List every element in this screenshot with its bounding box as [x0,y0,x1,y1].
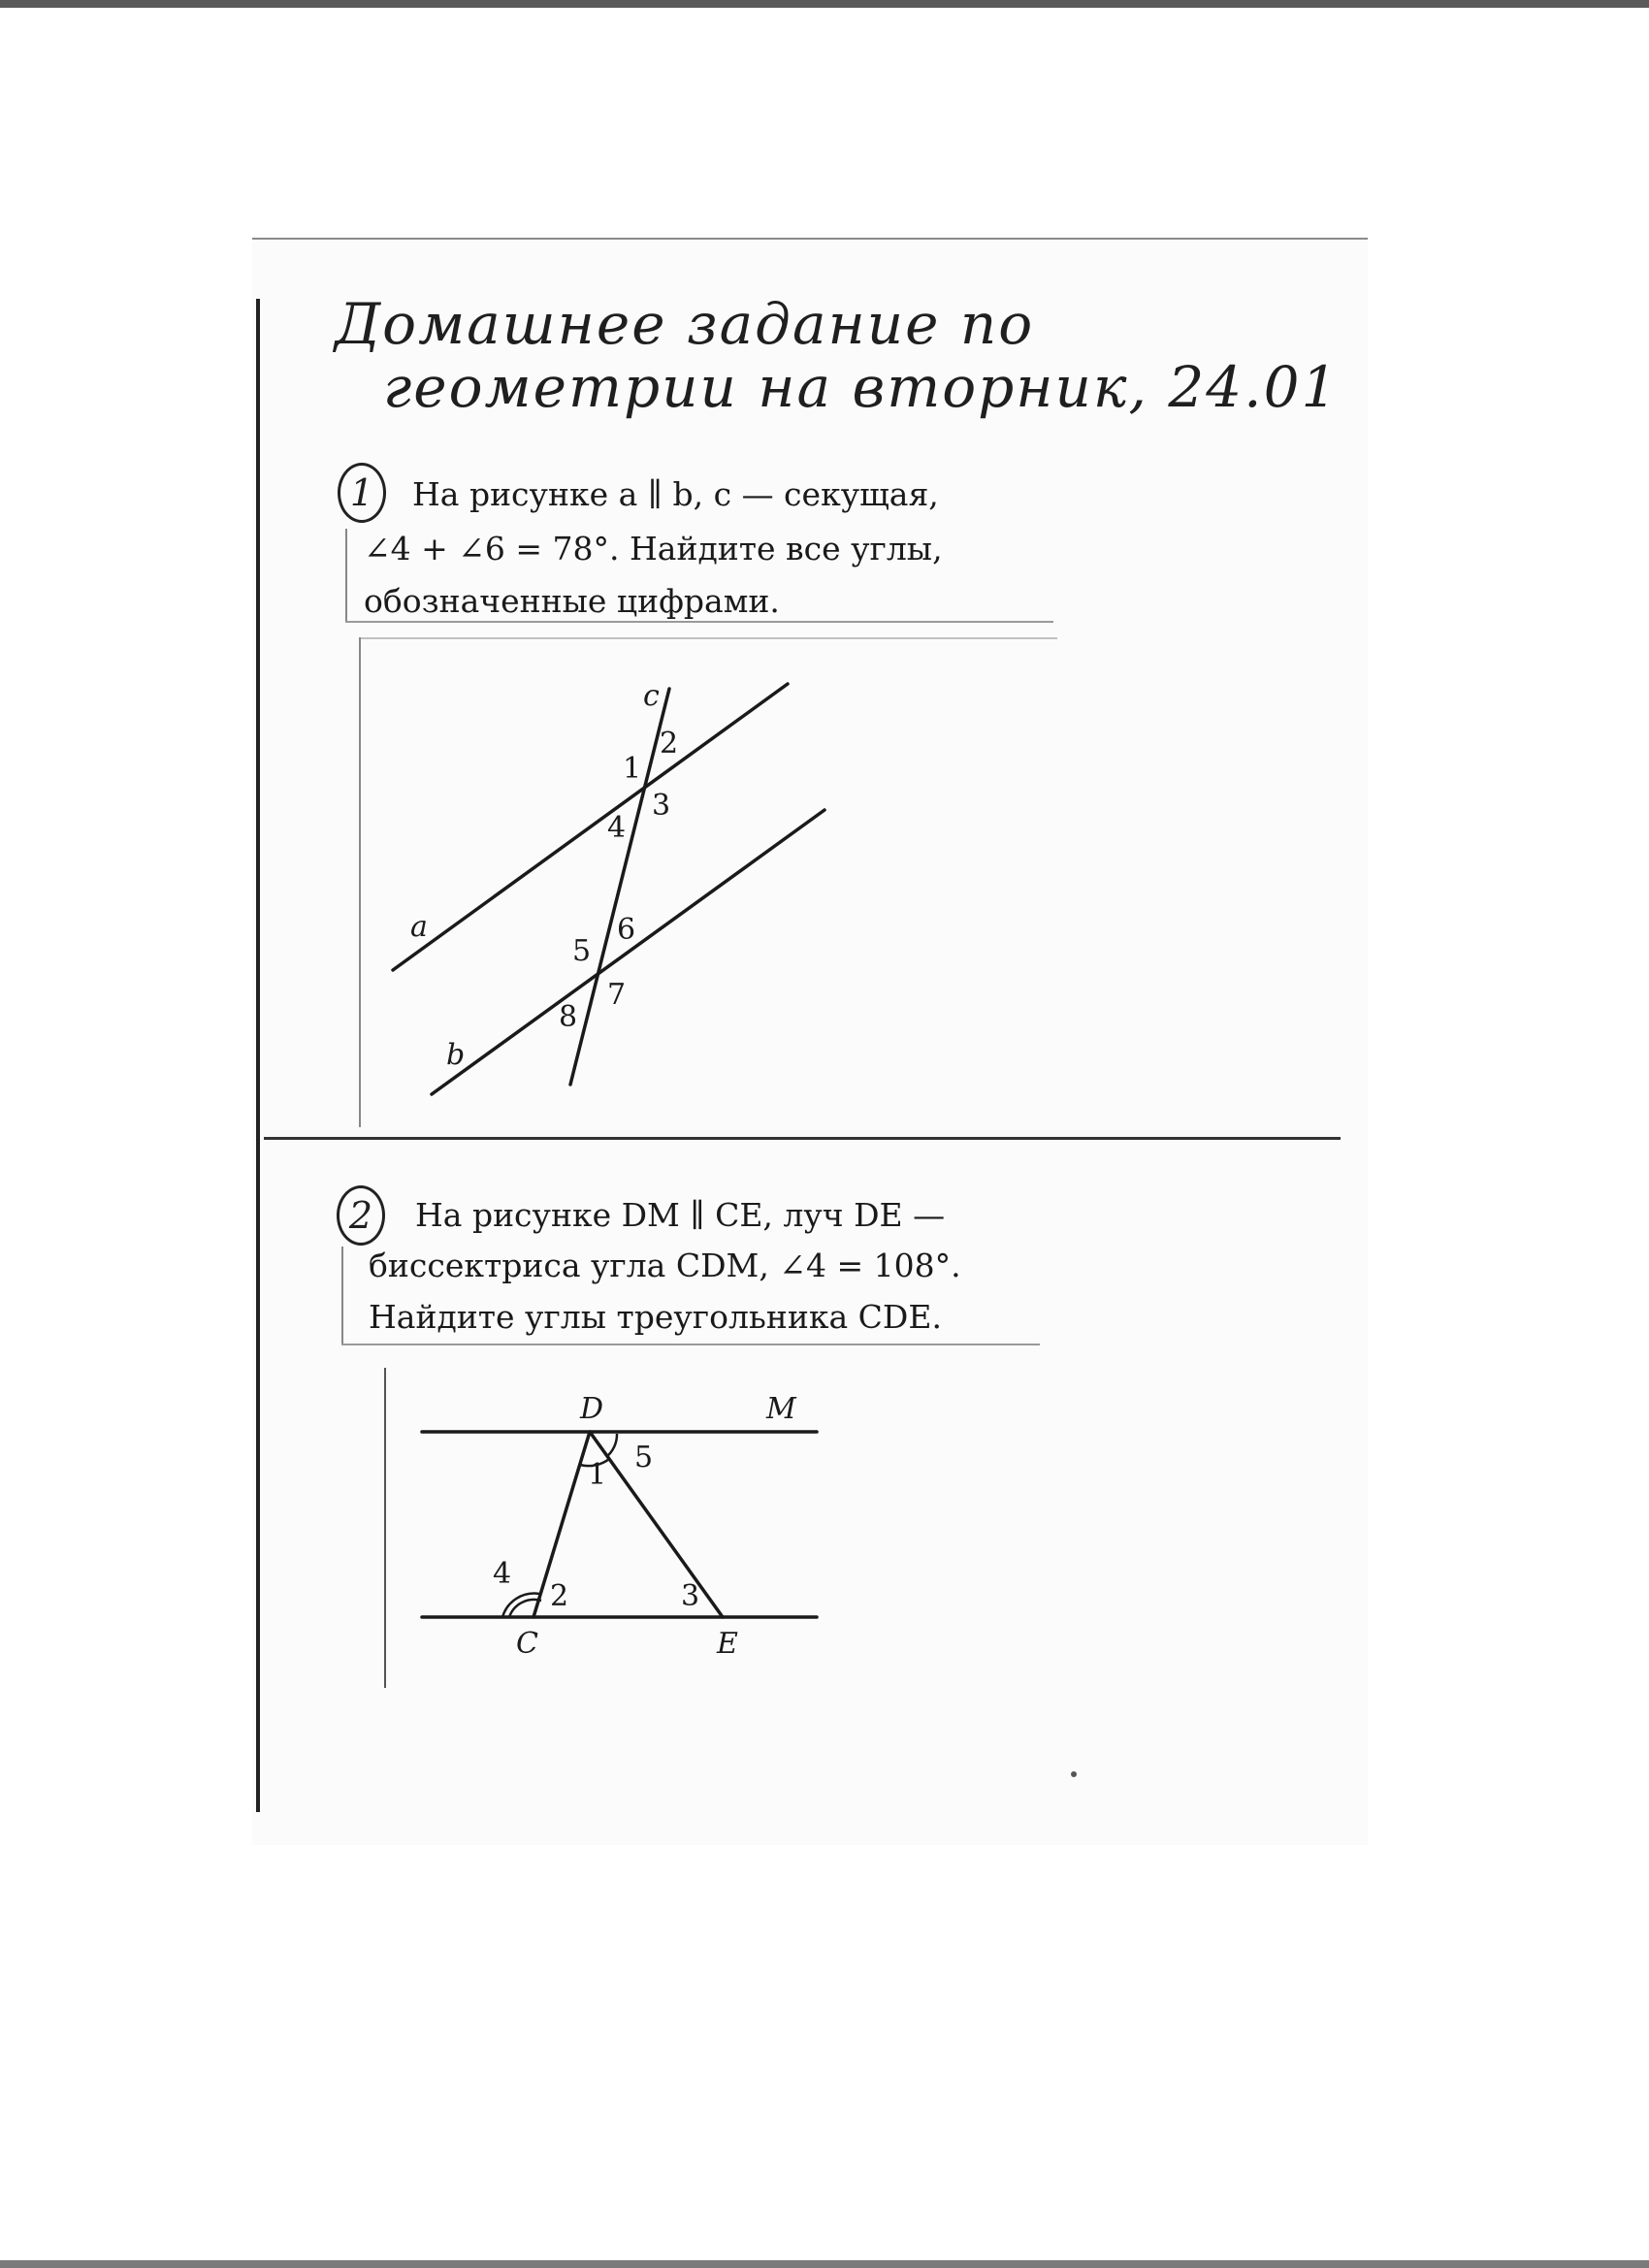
angle-label-6: 6 [617,913,636,947]
angle-label-4: 4 [607,811,627,845]
angle-label-5: 5 [572,934,592,968]
label-point-D: D [580,1392,604,1426]
problem-1-text-line-1: На рисунке a ∥ b, c — секущая, [412,475,939,513]
scan-speck [1071,1771,1077,1777]
problem-1-number: 1 [338,463,386,523]
problem-2-text-line-3: Найдите углы треугольника CDE. [369,1298,942,1336]
problem-2-text-line-2: биссектриса угла CDM, ∠4 = 108°. [369,1247,961,1284]
angle-label-2: 2 [660,727,679,761]
angle-label-4: 4 [493,1557,512,1591]
segment-DE [590,1432,723,1617]
angle-label-3: 3 [681,1579,700,1613]
label-point-M: M [766,1392,796,1426]
problem-2-text-line-1: На рисунке DM ∥ CE, луч DE — [415,1196,946,1234]
angle-label-7: 7 [607,978,627,1012]
angle-label-2: 2 [550,1579,569,1613]
angle-label-1: 1 [588,1458,607,1492]
arc-angle-5 [606,1434,617,1457]
label-line-b: b [446,1038,466,1072]
scan-edge-bottom [0,2260,1649,2268]
label-point-C: C [516,1627,538,1661]
problem-1-text-line-2: ∠4 + ∠6 = 78°. Найдите все углы, [364,530,943,567]
heading-line-2: геометрии на вторник, 24.01 [383,354,1340,420]
angle-label-1: 1 [623,752,642,786]
angle-label-3: 3 [652,789,671,823]
label-line-c: c [643,679,660,713]
angle-label-5: 5 [634,1441,654,1474]
label-point-E: E [717,1627,738,1661]
problem-2-number: 2 [337,1185,385,1246]
problem-1-text-line-3: обозначенные цифрами. [364,582,780,620]
heading-line-1: Домашнее задание по [335,291,1035,357]
label-line-a: a [410,910,428,944]
angle-label-8: 8 [559,1000,578,1034]
